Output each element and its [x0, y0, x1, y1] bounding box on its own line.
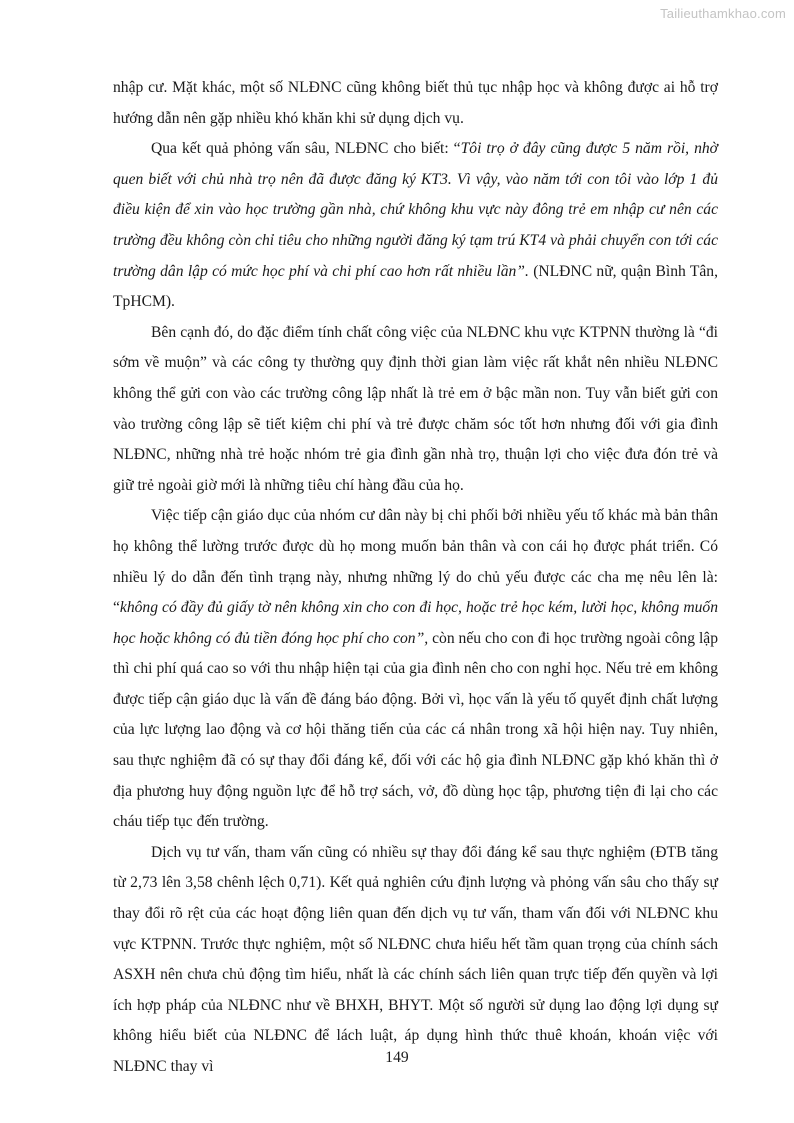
paragraph-5: Dịch vụ tư vấn, tham vấn cũng có nhiều sự thay đổi đáng kể sau thực nghiệm (ĐTB tăng từ 2,73 lên 3,58 chênh lệch 0,71). Kết quả nghiên cứu định lượng và phỏng vấn sâu cho thấy sự thay đổi rõ rệt của các hoạt động liên quan đến dịch vụ tư vấn, tham vấn đối với NLĐNC khu vực KTPNN. Trước thực nghiệm, một số NLĐNC chưa hiểu hết tầm quan trọng của chính sách ASXH nên chưa chủ động tìm hiểu, nhất là các chính sách liên quan trực tiếp đến quyền và lợi ích hợp pháp của NLĐNC như về BHXH, BHYT. Một số người sử dụng lao động lợi dụng sự không hiểu biết của NLĐNC để lách luật, áp dụng hình thức thuê khoán, khoán việc với NLĐNC thay vì	[113, 843, 718, 1075]
page-body	[113, 73, 718, 1083]
paragraph-2-intro: Qua kết quả phỏng vấn sâu, NLĐNC cho biết: “	[151, 140, 461, 158]
paragraph-2-source: (NLĐNC nữ, quận Bình Tân, TpHCM).	[113, 262, 719, 311]
paragraph-4-rest: còn nếu cho con đi học trường ngoài công lập thì chi phí quá cao so với thu nhập hiện tại của gia đình nên cho con nghỉ học. Nếu trẻ em không được tiếp cận giáo dục là vấn đề đáng báo động. Bởi vì, học vấn là yếu tố quyết định chất lượng của lực lượng lao động và cơ hội thăng tiến của các cá nhân trong xã hội hiện nay. Tuy nhiên, sau thực nghiệm đã có sự thay đổi đáng kể, đối với các hộ gia đình NLĐNC gặp khó khăn thì ở địa phương huy động nguồn lực để hỗ trợ sách, vở, đồ dùng học tập, phương tiện đi lại cho các cháu tiếp tục đến trường.	[113, 629, 718, 831]
paragraph-4	[113, 501, 718, 838]
paragraph-4-intro: Việc tiếp cận giáo dục của nhóm cư dân này bị chi phối bởi nhiều yếu tố khác mà bản thân họ không thể lường trước được dù họ mong muốn bản thân và con cái họ được phát triển. Có nhiều lý do dẫn đến tình trạng này, nhưng những lý do chủ yếu được các cha mẹ nêu lên là: “	[113, 507, 718, 617]
paragraph-2	[113, 134, 718, 318]
paragraph-4-quote: không có đầy đủ giấy tờ nên không xin cho con đi học, hoặc trẻ học kém, lười học, không muốn học hoặc không có đủ tiền đóng học phí cho con”,	[113, 599, 718, 647]
paragraph-1: nhập cư. Mặt khác, một số NLĐNC cũng không biết thủ tục nhập học và không được ai hỗ trợ hướng dẫn nên gặp nhiều khó khăn khi sử dụng dịch vụ.	[113, 79, 718, 127]
paragraph-3: Bên cạnh đó, do đặc điểm tính chất công việc của NLĐNC khu vực KTPNN thường là “đi sớm về muộn” và các công ty thường quy định thời gian làm việc rất khắt nên nhiều NLĐNC không thể gửi con vào các trường công lập nhất là trẻ em ở bậc mần non. Tuy vẫn biết gửi con vào trường công lập sẽ tiết kiệm chi phí và trẻ được chăm sóc tốt hơn nhưng đối với gia đình NLĐNC, những nhà trẻ hoặc nhóm trẻ gia đình gần nhà trọ, thuận lợi cho việc đưa đón trẻ và giữ trẻ ngoài giờ mới là những tiêu chí hàng đầu của họ.	[113, 323, 718, 494]
watermark: Tailieuthamkhao.com	[660, 6, 786, 21]
page-number: 149	[385, 1049, 409, 1066]
paragraph-2-quote: Tôi trọ ở đây cũng được 5 năm rồi, nhờ quen biết với chủ nhà trọ nên đã được đăng ký KT3. Vì vậy, vào năm tới con tôi vào lớp 1 đủ điều kiện để xin vào học trường gần nhà, chứ không khu vực này đông trẻ em nhập cư nên các trường đều không còn chỉ tiêu cho những người đăng ký tạm trú KT4 và phải chuyển con tới các trường dân lập có mức học phí và chi phí cao hơn rất nhiều lần”.	[113, 140, 718, 280]
